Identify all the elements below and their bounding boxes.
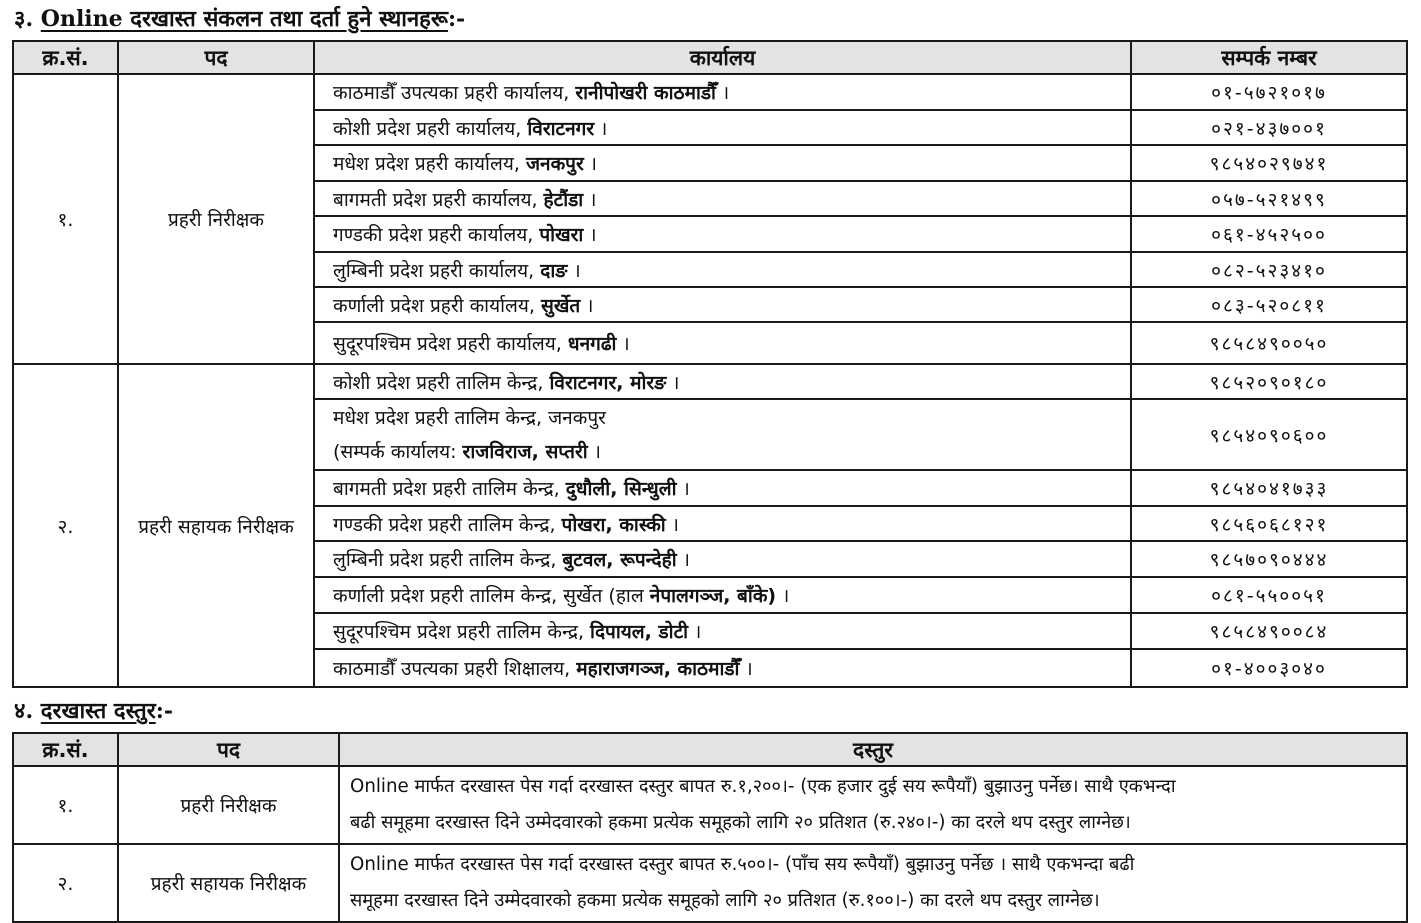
post-cell: प्रहरी निरीक्षक [118, 766, 339, 844]
contact-number-cell: ०१-४००३०४० [1131, 649, 1407, 687]
section-4-suffix: :- [155, 698, 173, 724]
office-location: पोखरा, कास्की [561, 513, 666, 536]
danda: । [589, 153, 597, 175]
fee-line-1: Online मार्फत दरखास्त पेस गर्दा दरखास्त दस्तुर बापत रु.१,२००।- (एक हजार दुई सय रूपैयाँ) बुझाउनु पर्नेछ। साथै एकभन्दा [350, 776, 1176, 797]
table-header-row [13, 733, 1407, 766]
office-cell [314, 364, 1131, 399]
office-name: कर्णाली प्रदेश प्रहरी कार्यालय, [333, 294, 542, 317]
office-cell [314, 74, 1131, 110]
office-cell [314, 287, 1131, 322]
office-name: काठमाडौँ उपत्यका प्रहरी कार्यालय, [333, 82, 576, 104]
office-location: विराटनगर, मोरङ [549, 371, 667, 394]
office-location: महाराजगञ्ज, काठमाडौँ [576, 658, 740, 680]
serial-number-cell: २. [13, 364, 118, 687]
office-name: कर्णाली प्रदेश प्रहरी तालिम केन्द्र, सुर्खेत (हाल [333, 585, 650, 607]
fee-line-2: समूहमा दरखास्त दिने उम्मेदवारको हकमा प्रत्येक समूहको लागि २० प्रतिशत (रु.१००।-) का दरले थप दस्तुर लाग्नेछ। [350, 890, 1100, 911]
office-location: सुर्खेत [541, 294, 581, 317]
contact-number-cell: ९८५४०२९७४१ [1131, 145, 1407, 181]
office-location: पोखरा [539, 224, 584, 246]
header-sn: क्र.सं. [13, 41, 118, 74]
office-location: नेपालगञ्ज, बाँके) [649, 585, 777, 607]
office-cell [314, 470, 1131, 506]
contact-number-cell: ०५७-५२१४९९ [1131, 181, 1407, 216]
section-3-heading [14, 8, 465, 30]
danda: । [589, 224, 597, 246]
danda: । [586, 294, 594, 317]
contact-number-cell: ०८२-५२३४१० [1131, 252, 1407, 287]
table-row [13, 766, 1407, 844]
section-4-number: ४. [14, 698, 34, 724]
header-post: पद [118, 733, 339, 766]
office-location: राजविराज, सप्तरी [462, 440, 588, 463]
danda: । [782, 585, 790, 607]
contact-number-cell: ०८३-५२०८११ [1131, 287, 1407, 322]
section-3-title: Online दरखास्त संकलन तथा दर्ता हुने स्थानहरू [40, 6, 448, 32]
office-name: सुदूरपश्चिम प्रदेश प्रहरी कार्यालय, [333, 333, 568, 355]
contact-number-cell: ९८५४०४१७३३ [1131, 470, 1407, 506]
contact-number-cell: ९८५८४९००५० [1131, 322, 1407, 364]
post-cell: प्रहरी निरीक्षक [118, 74, 314, 364]
office-name: मधेश प्रदेश प्रहरी तालिम केन्द्र, जनकपुर [333, 406, 606, 429]
office-location: रानीपोखरी काठमाडौँ [575, 82, 716, 104]
office-cell [314, 181, 1131, 216]
office-name: काठमाडौँ उपत्यका प्रहरी शिक्षालय, [333, 658, 577, 680]
office-location: दिपायल, डोटी [590, 621, 689, 643]
danda: । [593, 440, 601, 463]
office-name: बागमती प्रदेश प्रहरी तालिम केन्द्र, [333, 478, 566, 500]
danda: । [622, 333, 630, 355]
danda: । [672, 371, 680, 394]
contact-number-cell: ९८५६०६८१२१ [1131, 506, 1407, 541]
header-post: पद [118, 41, 314, 74]
office-location: हेटौंडा [543, 188, 584, 211]
contact-number-cell: ९८५८४९००८४ [1131, 613, 1407, 649]
office-location: धनगढी [567, 333, 617, 355]
danda: । [745, 658, 753, 680]
contact-number-cell: ९८५२०९०१८० [1131, 364, 1407, 399]
contact-number-cell: ०२१-४३७००१ [1131, 110, 1407, 145]
office-location: दाङ [540, 259, 568, 282]
table-header-row [13, 41, 1407, 74]
office-cell [314, 399, 1131, 470]
office-cell [314, 613, 1131, 649]
post-cell: प्रहरी सहायक निरीक्षक [118, 844, 339, 922]
office-cell [314, 322, 1131, 364]
section-3-number: ३. [14, 6, 34, 32]
fee-line-1: Online मार्फत दरखास्त पेस गर्दा दरखास्त दस्तुर बापत रु.५००।- (पाँच सय रूपैयाँ) बुझाउनु पर्नेछ । साथै एकभन्दा बढी [350, 854, 1135, 875]
header-fee: दस्तुर [339, 733, 1407, 766]
serial-number-cell: १. [13, 74, 118, 364]
danda: । [722, 82, 730, 104]
office-cell [314, 577, 1131, 613]
serial-number-cell: १. [13, 766, 118, 844]
section-3-suffix: :- [447, 6, 466, 32]
post-cell: प्रहरी सहायक निरीक्षक [118, 364, 314, 687]
office-cell [314, 145, 1131, 181]
fee-cell [339, 844, 1407, 922]
danda: । [694, 621, 702, 643]
application-locations-table [12, 40, 1408, 688]
office-location: बुटवल, रूपन्देही [562, 549, 677, 571]
office-name: बागमती प्रदेश प्रहरी कार्यालय, [333, 188, 544, 211]
danda: । [573, 259, 581, 282]
office-cell [314, 252, 1131, 287]
office-name: सुदूरपश्चिम प्रदेश प्रहरी तालिम केन्द्र, [333, 621, 591, 643]
office-contact-note: (सम्पर्क कार्यालय: [333, 440, 463, 463]
table-row [13, 74, 1407, 110]
header-contact: सम्पर्क नम्बर [1131, 41, 1407, 74]
danda: । [600, 117, 608, 140]
danda: । [682, 549, 690, 571]
office-cell [314, 216, 1131, 252]
office-cell [314, 541, 1131, 577]
office-name: लुम्बिनी प्रदेश प्रहरी तालिम केन्द्र, [333, 549, 563, 571]
office-name: कोशी प्रदेश प्रहरी कार्यालय, [333, 117, 528, 140]
office-name: कोशी प्रदेश प्रहरी तालिम केन्द्र, [333, 371, 550, 394]
contact-number-cell: ९८५४०९०६०० [1131, 399, 1407, 470]
office-name: गण्डकी प्रदेश प्रहरी कार्यालय, [333, 224, 540, 246]
application-fee-table [12, 732, 1408, 923]
danda: । [682, 478, 690, 500]
header-office: कार्यालय [314, 41, 1131, 74]
office-cell [314, 649, 1131, 687]
office-cell [314, 506, 1131, 541]
serial-number-cell: २. [13, 844, 118, 922]
section-4-heading [14, 700, 173, 722]
contact-number-cell: ०८१-५५००५१ [1131, 577, 1407, 613]
contact-number-cell: ०६१-४५२५०० [1131, 216, 1407, 252]
office-name: लुम्बिनी प्रदेश प्रहरी कार्यालय, [333, 259, 541, 282]
section-4-title: दरखास्त दस्तुर [40, 698, 156, 724]
fee-line-2: बढी समूहमा दरखास्त दिने उम्मेदवारको हकमा प्रत्येक समूहको लागि २० प्रतिशत (रु.२४०।-) का दरले थप दस्तुर लाग्नेछ। [350, 812, 1131, 833]
office-cell [314, 110, 1131, 145]
office-name: गण्डकी प्रदेश प्रहरी तालिम केन्द्र, [333, 513, 562, 536]
table-row [13, 844, 1407, 922]
office-location: जनकपुर [525, 153, 584, 175]
office-location: दुधौली, सिन्धुली [565, 478, 677, 500]
header-sn: क्र.सं. [13, 733, 118, 766]
office-location: विराटनगर [527, 117, 595, 140]
contact-number-cell: ९८५७०९०४४४ [1131, 541, 1407, 577]
table-row [13, 364, 1407, 399]
fee-cell [339, 766, 1407, 844]
danda: । [589, 188, 597, 211]
office-name: मधेश प्रदेश प्रहरी कार्यालय, [333, 153, 526, 175]
contact-number-cell: ०१-५७२१०१७ [1131, 74, 1407, 110]
danda: । [671, 513, 679, 536]
